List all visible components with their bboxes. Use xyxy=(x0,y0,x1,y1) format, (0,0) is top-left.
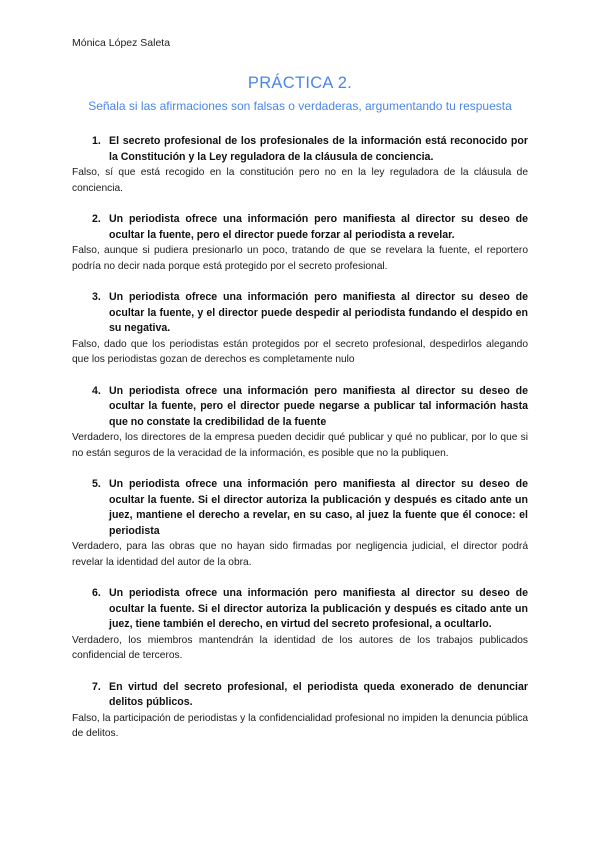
question-text: Un periodista ofrece una información pero manifiesta al director su deseo de ocultar la fuente. Si el director autoriza la publicación y después es citado ante un juez, tiene también el derecho, en virtud del secreto profesional, a ocultarlo. xyxy=(109,587,528,630)
question-number: 2. xyxy=(92,213,101,225)
question xyxy=(92,680,528,711)
question-list xyxy=(72,134,528,758)
question xyxy=(92,134,528,165)
question-text: Un periodista ofrece una información pero manifiesta al director su deseo de ocultar la fuente. Si el director autoriza la publicación y después es citado ante un juez, mantiene el derecho a revelar, en su caso, al juez la fuente que él conoce: el periodista xyxy=(109,478,528,537)
question-number: 4. xyxy=(92,384,101,397)
question xyxy=(92,290,528,337)
answer-text: Verdadero, los miembros mantendrán la identidad de los autores de los trabajos publicados confidencial de terceros. xyxy=(72,634,528,661)
question xyxy=(92,384,528,431)
answer-text: Falso, aunque si pudiera presionarlo un poco, tratando de que se revelara la fuente, el reportero podría no decir nada porque está protegido por el secreto profesional. xyxy=(72,245,528,272)
question-item-5 xyxy=(72,477,528,570)
page-subtitle: Señala si las afirmaciones son falsas o verdaderas, argumentando tu respuesta xyxy=(88,99,512,113)
answer-text: Falso, sí que está recogido en la constitución pero no en la ley reguladora de la cláusula de conciencia. xyxy=(72,167,528,194)
question-text: Un periodista ofrece una información pero manifiesta al director su deseo de ocultar la fuente, pero el director puede negarse a publicar tal información hasta que no constate la credibilidad de la fuente xyxy=(109,384,528,428)
question-number: 6. xyxy=(92,587,101,599)
question-text: Un periodista ofrece una información pero manifiesta al director su deseo de ocultar la fuente, y el director puede despedir al periodista fundando el despido en su negativa. xyxy=(109,291,528,334)
question xyxy=(92,477,528,539)
question-number: 3. xyxy=(92,291,101,303)
question-item-3 xyxy=(72,290,528,368)
question-item-4 xyxy=(72,384,528,462)
question-item-6 xyxy=(72,586,528,664)
question-item-1 xyxy=(72,134,528,196)
question-text: En virtud del secreto profesional, el periodista queda exonerado de denunciar delitos públicos. xyxy=(109,680,528,708)
question xyxy=(92,586,528,633)
question-text: El secreto profesional de los profesionales de la información está reconocido por la Constitución y la Ley reguladora de la cláusula de conciencia. xyxy=(109,135,528,163)
author-name: Mónica López Saleta xyxy=(72,37,171,49)
question-number: 1. xyxy=(92,135,101,147)
answer-text: Verdadero, para las obras que no hayan sido firmadas por negligencia judicial, el director podrá revelar la identidad del autor de la obra. xyxy=(72,541,528,568)
question-item-7 xyxy=(72,680,528,742)
answer-text: Falso, la participación de periodistas y la confidencialidad profesional no impiden la denuncia pública de delitos. xyxy=(72,712,528,739)
question-number: 5. xyxy=(92,478,101,490)
question-item-2 xyxy=(72,212,528,274)
answer-text: Falso, dado que los periodistas están protegidos por el secreto profesional, despedirlos alegando que los periodistas gozan de derechos es completamente nulo xyxy=(72,338,528,365)
question-text: Un periodista ofrece una información pero manifiesta al director su deseo de ocultar la fuente, pero el director puede forzar al periodista a revelar. xyxy=(109,213,528,241)
page-title: PRÁCTICA 2. xyxy=(247,74,353,92)
question xyxy=(92,212,528,243)
question-number: 7. xyxy=(92,680,101,693)
answer-text: Verdadero, los directores de la empresa pueden decidir qué publicar y qué no publicar, por lo que si no están seguros de la veracidad de la información, es posible que no la publiquen. xyxy=(72,432,528,459)
